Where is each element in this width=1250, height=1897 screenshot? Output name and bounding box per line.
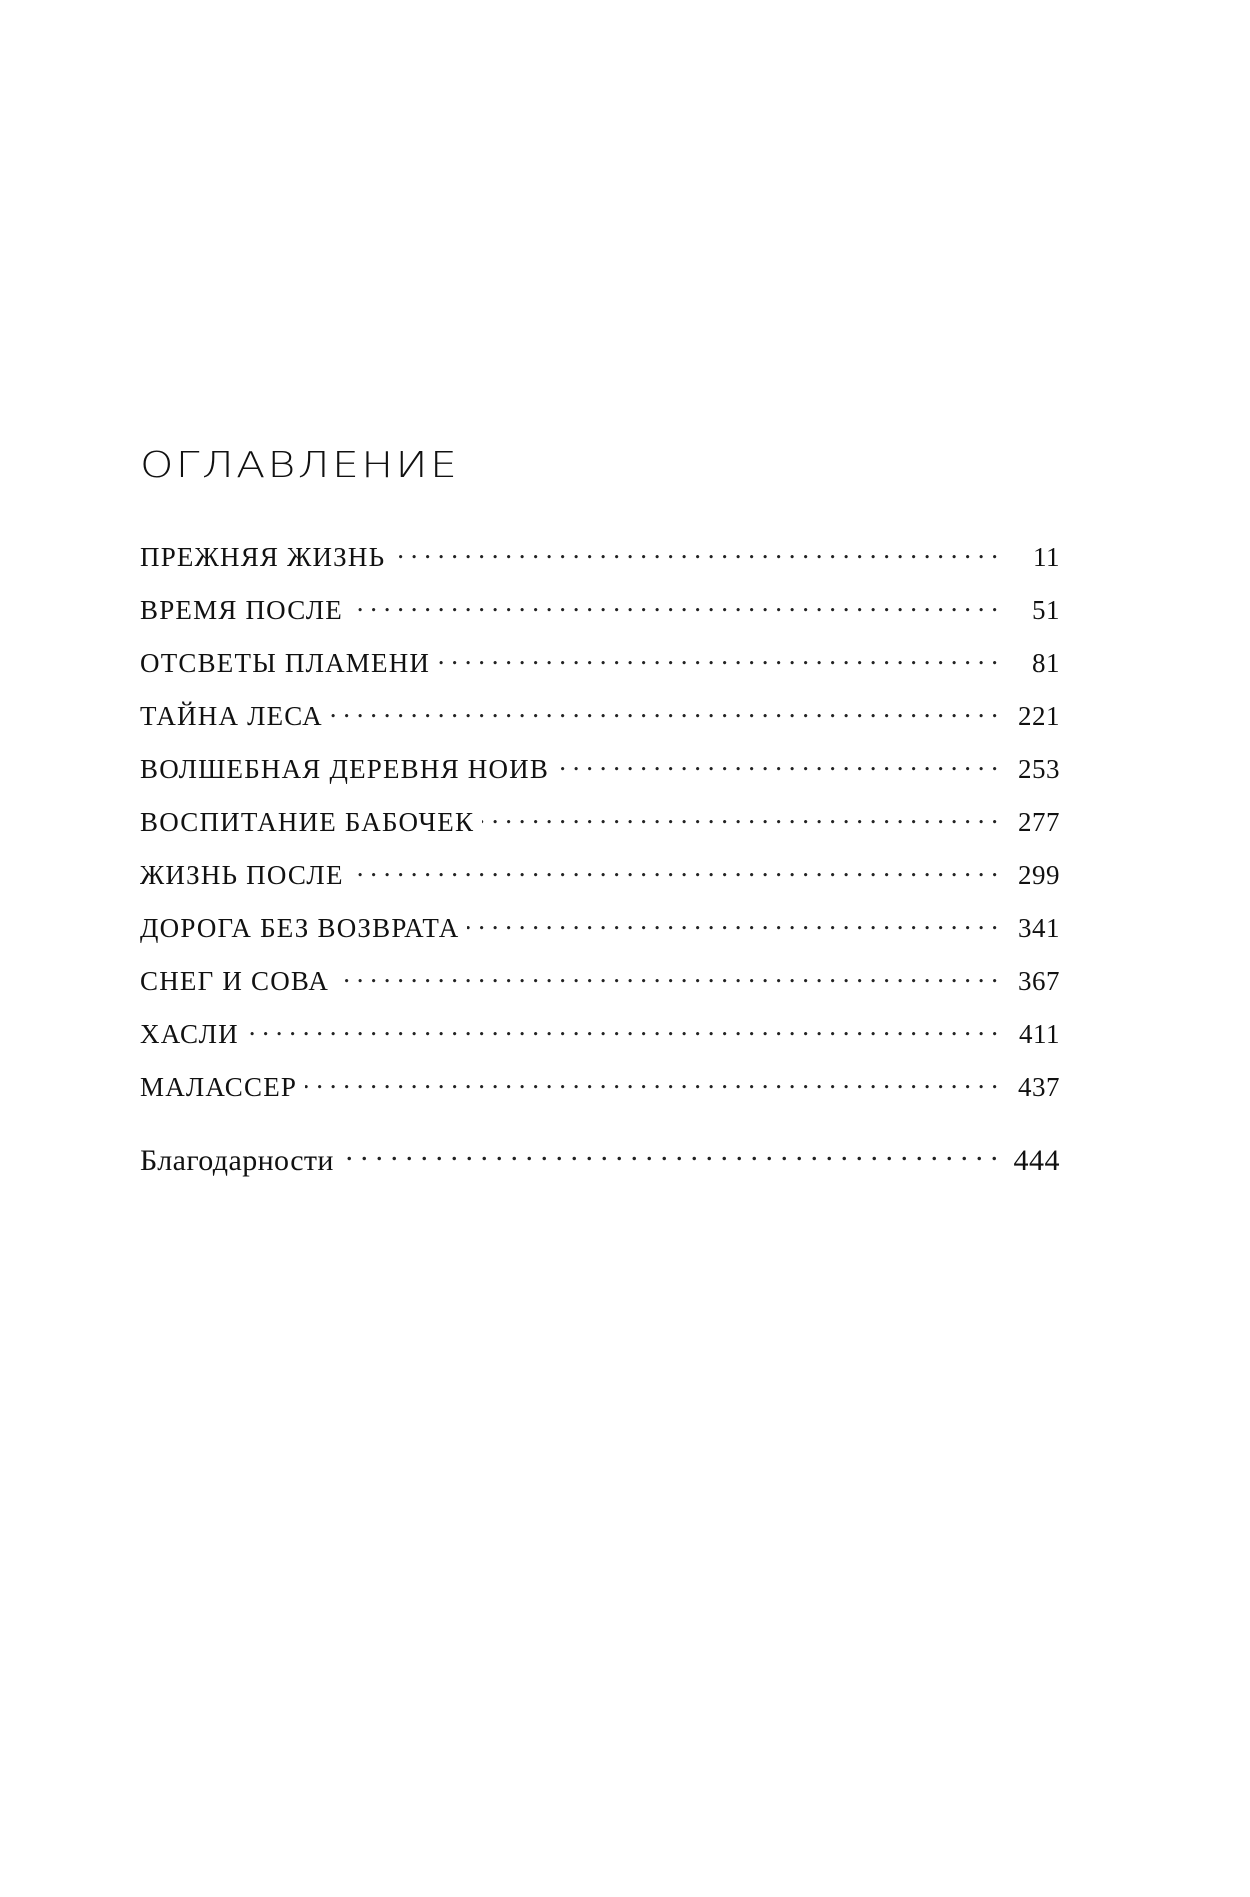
page-number: 411 (1019, 1019, 1060, 1050)
dot-leader (352, 852, 998, 884)
page-number: 341 (1018, 913, 1060, 944)
toc-entry[interactable] (140, 746, 1060, 799)
chapter-title: МАЛАССЕР (140, 1072, 298, 1103)
toc-entry-acknowledgements[interactable] (140, 1134, 1060, 1187)
page-number: 367 (1018, 966, 1060, 997)
page-number: 11 (1033, 542, 1060, 573)
page-number: 277 (1018, 807, 1060, 838)
toc-entry[interactable] (140, 1011, 1060, 1064)
toc-entry[interactable] (140, 905, 1060, 958)
chapter-title: ОТСВЕТЫ ПЛАМЕНИ (140, 648, 431, 679)
page-number: 299 (1018, 860, 1060, 891)
chapter-list (140, 534, 1060, 1117)
page-number: 51 (1032, 595, 1060, 626)
toc-entry[interactable] (140, 799, 1060, 852)
dot-leader (331, 693, 998, 725)
dot-leader (337, 958, 998, 990)
toc-entry[interactable] (140, 852, 1060, 905)
back-matter-list (140, 1134, 1060, 1187)
toc-entry[interactable] (140, 534, 1060, 587)
dot-leader (467, 905, 998, 937)
toc-title: ОГЛАВЛЕНИЕ (140, 445, 460, 486)
chapter-title: ВОЛШЕБНАЯ ДЕРЕВНЯ НОИВ (140, 754, 550, 785)
page-number: 444 (1013, 1144, 1060, 1177)
page-number: 253 (1018, 754, 1060, 785)
chapter-title: ПРЕЖНЯЯ ЖИЗНЬ (140, 542, 386, 573)
chapter-title: ВОСПИТАНИЕ БАБОЧЕК (140, 807, 475, 838)
table-of-contents (140, 445, 1060, 1187)
toc-entry[interactable] (140, 587, 1060, 640)
toc-entry[interactable] (140, 693, 1060, 746)
dot-leader (305, 1064, 998, 1096)
dot-leader (482, 799, 998, 831)
chapter-title: ВРЕМЯ ПОСЛЕ (140, 595, 343, 626)
page-number: 221 (1018, 701, 1060, 732)
chapter-title: ТАЙНА ЛЕСА (140, 701, 323, 732)
page-number: 81 (1032, 648, 1060, 679)
acknowledgements-title: Благодарности (140, 1144, 334, 1177)
dot-leader (342, 1134, 998, 1170)
chapter-title: ДОРОГА БЕЗ ВОЗВРАТА (140, 913, 460, 944)
dot-leader (351, 587, 998, 619)
toc-entry[interactable] (140, 958, 1060, 1011)
chapter-title: ХАСЛИ (140, 1019, 239, 1050)
dot-leader (557, 746, 998, 778)
chapter-title: ЖИЗНЬ ПОСЛЕ (140, 860, 344, 891)
dot-leader (438, 640, 998, 672)
dot-leader (393, 534, 998, 566)
chapter-title: СНЕГ И СОВА (140, 966, 330, 997)
page-number: 437 (1018, 1072, 1060, 1103)
dot-leader (247, 1011, 998, 1043)
toc-entry[interactable] (140, 1064, 1060, 1117)
toc-entry[interactable] (140, 640, 1060, 693)
